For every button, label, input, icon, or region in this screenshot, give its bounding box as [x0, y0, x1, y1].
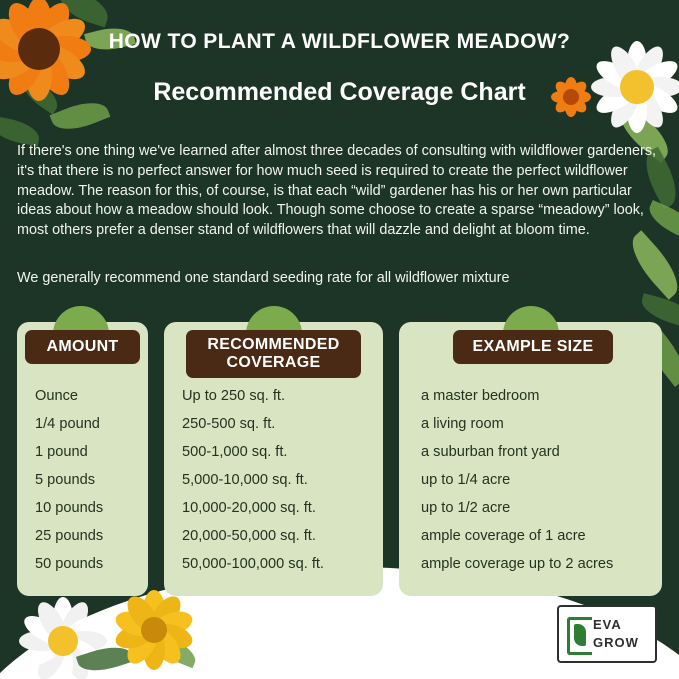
column-example-size	[399, 322, 662, 596]
list-item: 1/4 pound	[35, 416, 100, 432]
list-item: 250-500 sq. ft.	[182, 416, 276, 432]
list-item: 10,000-20,000 sq. ft.	[182, 500, 316, 516]
list-item: 50,000-100,000 sq. ft.	[182, 556, 324, 572]
column-amount	[17, 322, 148, 596]
list-item: 500-1,000 sq. ft.	[182, 444, 288, 460]
logo-word-top: EVA	[593, 617, 622, 632]
orange-flower-subtitle-accent	[548, 74, 594, 120]
list-item: a suburban front yard	[421, 444, 560, 460]
coverage-table	[17, 300, 662, 600]
page-subtitle: Recommended Coverage Chart	[153, 78, 526, 106]
column-recommended-coverage	[164, 322, 383, 596]
list-item: a living room	[421, 416, 504, 432]
list-item: Up to 250 sq. ft.	[182, 388, 286, 404]
list-item: 5,000-10,000 sq. ft.	[182, 472, 308, 488]
list-item: up to 1/2 acre	[421, 500, 511, 516]
intro-paragraph: If there's one thing we've learned after almost three decades of consulting with wildflower gardeners, it's that there is no perfect answer for how much seed is required to create the perfect wildflower meadow. The reason for this, of course, is that each “wild” gardener has his or her own particular ideas about how a meadow should look. Though some choose to create a sparse “meadowy” look, most others prefer a denser stand of wildflowers that will dazzle and delight at bloom time.	[17, 143, 657, 238]
column-values-amount	[31, 382, 134, 578]
column-values-recommended-coverage	[178, 382, 369, 578]
page-title: HOW TO PLANT A WILDFLOWER MEADOW?	[108, 30, 571, 53]
leaf-decoration	[622, 230, 679, 299]
logo-word-bottom: GROW	[593, 635, 639, 650]
list-item: 20,000-50,000 sq. ft.	[182, 528, 316, 544]
list-item: Ounce	[35, 388, 78, 404]
leaf-logo-icon	[567, 617, 592, 655]
list-item: 10 pounds	[35, 500, 104, 516]
column-header-recommended-coverage: RECOMMENDED COVERAGE	[186, 330, 361, 378]
list-item: up to 1/4 acre	[421, 472, 511, 488]
list-item: 1 pound	[35, 444, 88, 460]
list-item: 50 pounds	[35, 556, 104, 572]
column-header-amount: AMOUNT	[25, 330, 140, 364]
list-item: ample coverage of 1 acre	[421, 528, 586, 544]
list-item: 5 pounds	[35, 472, 96, 488]
recommendation-note: We generally recommend one standard seeding rate for all wildflower mixture	[17, 270, 510, 287]
brand-logo	[557, 605, 657, 663]
list-item: a master bedroom	[421, 388, 540, 404]
column-values-example-size	[413, 382, 648, 578]
list-item: 25 pounds	[35, 528, 104, 544]
column-header-example-size: EXAMPLE SIZE	[453, 330, 613, 364]
list-item: ample coverage up to 2 acres	[421, 556, 614, 572]
